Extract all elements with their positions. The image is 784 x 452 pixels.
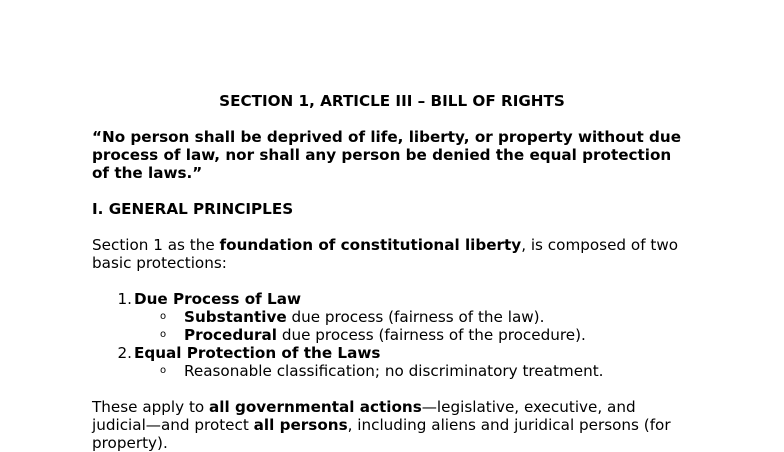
- quote-line: “No person shall be deprived of life, liberty, or property without due: [92, 128, 682, 146]
- sub-item-bold: Procedural: [184, 326, 277, 344]
- closing-text: —legislative, executive, and: [421, 398, 636, 416]
- list-number: 1.: [117, 290, 132, 308]
- sub-item-text: [184, 308, 544, 326]
- intro-line-2: basic protections:: [92, 254, 227, 272]
- sub-item-rest: due process (fairness of the law).: [286, 308, 545, 326]
- intro-emphasis: foundation of constitutional liberty: [219, 236, 522, 254]
- quote-line: of the laws.”: [92, 164, 203, 182]
- closing-text: These apply to: [92, 398, 210, 416]
- sub-item-rest: due process (fairness of the procedure).: [277, 326, 586, 344]
- circle-bullet-icon: o: [160, 365, 167, 376]
- sub-item-text: [184, 326, 586, 344]
- closing-text: , including aliens and juridical persons (for: [347, 416, 671, 434]
- list-label: Equal Protection of the Laws: [134, 344, 381, 362]
- sub-item-text: Reasonable classification; no discriminatory treatment.: [184, 362, 604, 380]
- intro-paragraph: [92, 236, 732, 272]
- list-number: 2.: [117, 344, 132, 362]
- intro-line-1: [92, 236, 732, 254]
- closing-emphasis: all persons: [253, 416, 348, 434]
- circle-bullet-icon: o: [160, 311, 167, 322]
- constitutional-quote: [92, 128, 712, 182]
- quote-line: process of law, nor shall any person be denied the equal protection: [92, 146, 672, 164]
- closing-line-1: [92, 398, 732, 416]
- general-principles-heading: I. GENERAL PRINCIPLES: [92, 200, 294, 218]
- closing-line-2: [92, 416, 732, 434]
- sub-item-bold: Substantive: [184, 308, 287, 326]
- closing-paragraph: [92, 398, 732, 452]
- list-label: Due Process of Law: [134, 290, 302, 308]
- intro-text: , is composed of two: [521, 236, 679, 254]
- closing-line-3: property).: [92, 434, 168, 452]
- closing-text: judicial—and protect: [92, 416, 254, 434]
- intro-text: Section 1 as the: [92, 236, 220, 254]
- section-title: SECTION 1, ARTICLE III – BILL OF RIGHTS: [219, 92, 565, 110]
- closing-emphasis: all governmental actions: [209, 398, 422, 416]
- circle-bullet-icon: o: [160, 329, 167, 340]
